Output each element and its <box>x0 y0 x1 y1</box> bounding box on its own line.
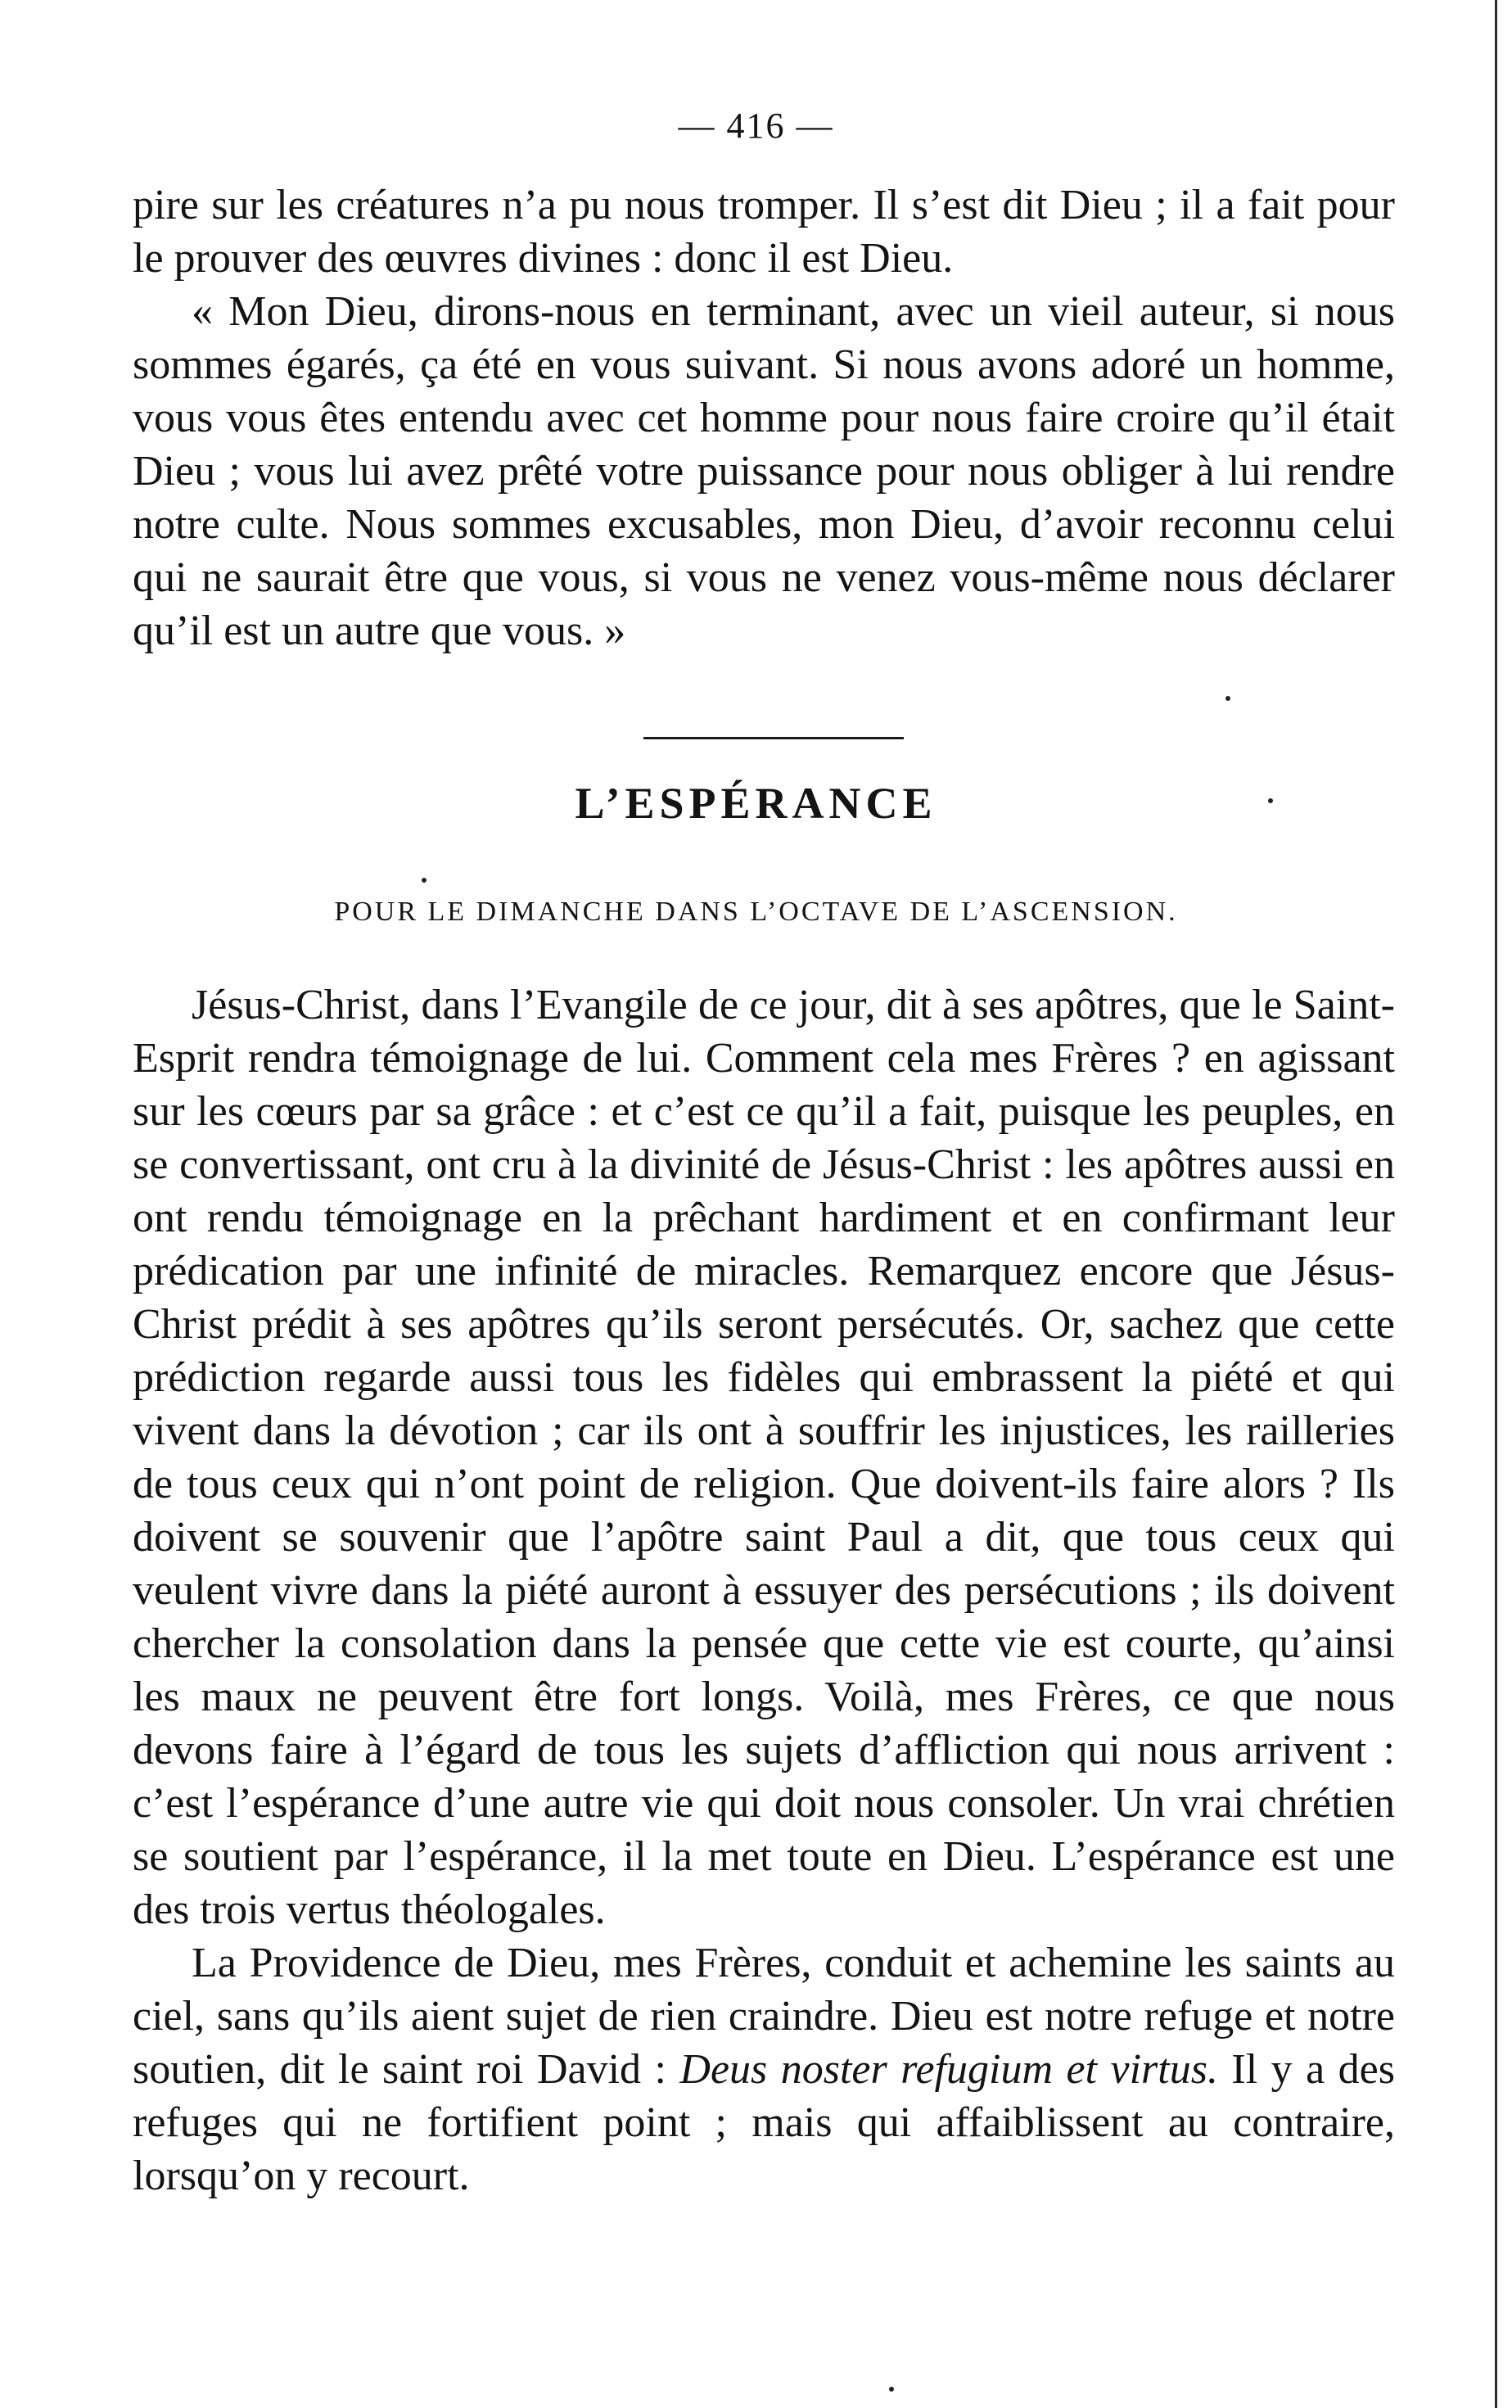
page-edge-line <box>1495 0 1497 2408</box>
latin-quotation: Deus noster refugium et virtus. <box>679 2046 1218 2093</box>
print-speck <box>422 878 427 883</box>
page-number: — 416 — <box>678 106 834 146</box>
section-subtitle: POUR LE DIMANCHE DANS L’OCTAVE DE L’ASCENSION. <box>334 897 1178 927</box>
closing-quote-paragraph: « Mon Dieu, dirons-nous en terminant, avec un vieil auteur, si nous sommes égarés, ça été en vous suivant. Si nous avons adoré un homme, vous vous êtes entendu avec cet homme pour nous faire croire qu’il était Dieu ; vous lui avez prêté votre puissance pour nous obliger à lui rendre notre culte. Nous sommes excusables, mon Dieu, d’avoir reconnu celui qui ne saurait être que vous, si vous ne venez vous-même nous déclarer qu’il est un autre que vous. » <box>133 288 1395 654</box>
body-paragraph-1: Jésus-Christ, dans l’Evangile de ce jour, dit à ses apôtres, que le Saint-Esprit rendra témoignage de lui. Comment cela mes Frères ? en agissant sur les cœurs par sa grâce : et c’est ce qu’il a fait, puisque les peuples, en se convertissant, ont cru à la divinité de Jésus-Christ : les apôtres aussi en ont rendu témoignage en la prêchant hardiment et en confirmant leur prédication par une infinité de miracles. Remarquez encore que Jésus-Christ prédit à ses apôtres qu’ils seront persécutés. Or, sachez que cette prédiction regarde aussi tous les fidèles qui embrassent la piété et qui vivent dans la dévotion ; car ils ont à souffrir les injustices, les railleries de tous ceux qui n’ont point de religion. Que doivent-ils faire alors ? Ils doivent se souvenir que l’apôtre saint Paul a dit, que tous ceux qui veulent vivre dans la piété auront à essuyer des persécutions ; ils doivent chercher la consolation dans la pensée que cette vie est courte, qu’ainsi les maux ne peuvent être fort longs. Voilà, mes Frères, ce que nous devons faire à l’égard de tous les sujets d’affliction qui nous arrivent : c’est l’espérance d’une autre vie qui doit nous consoler. Un vrai chrétien se soutient par l’espérance, il la met toute en Dieu. L’espérance est une des trois vertus théologales. <box>133 982 1395 1933</box>
print-speck <box>1225 696 1230 701</box>
paragraph-2-text-start: La Providence de Dieu, mes Frères, conduit et achemine les saints au ciel, sans qu’ils aient sujet de rien craindre. Dieu est notre refuge et notre soutien, dit le saint roi David : <box>133 1940 1395 2093</box>
section-divider <box>643 737 904 739</box>
paragraph-2-text-end: Il y a des refuges qui ne fortifient point ; mais qui affaiblissent au contraire, lorsqu’on y recourt. <box>133 2046 1395 2199</box>
preceding-paragraph-end: pire sur les créatures n’a pu nous tromper. Il s’est dit Dieu ; il a fait pour le prouver des œuvres divines : donc il est Dieu. <box>133 182 1395 282</box>
body-paragraph-2 <box>133 1936 1395 2202</box>
print-speck <box>889 2387 894 2392</box>
print-speck <box>1268 798 1273 803</box>
preceding-text-block <box>133 178 1395 657</box>
section-body <box>133 978 1395 2202</box>
section-title: L’ESPÉRANCE <box>575 779 937 828</box>
